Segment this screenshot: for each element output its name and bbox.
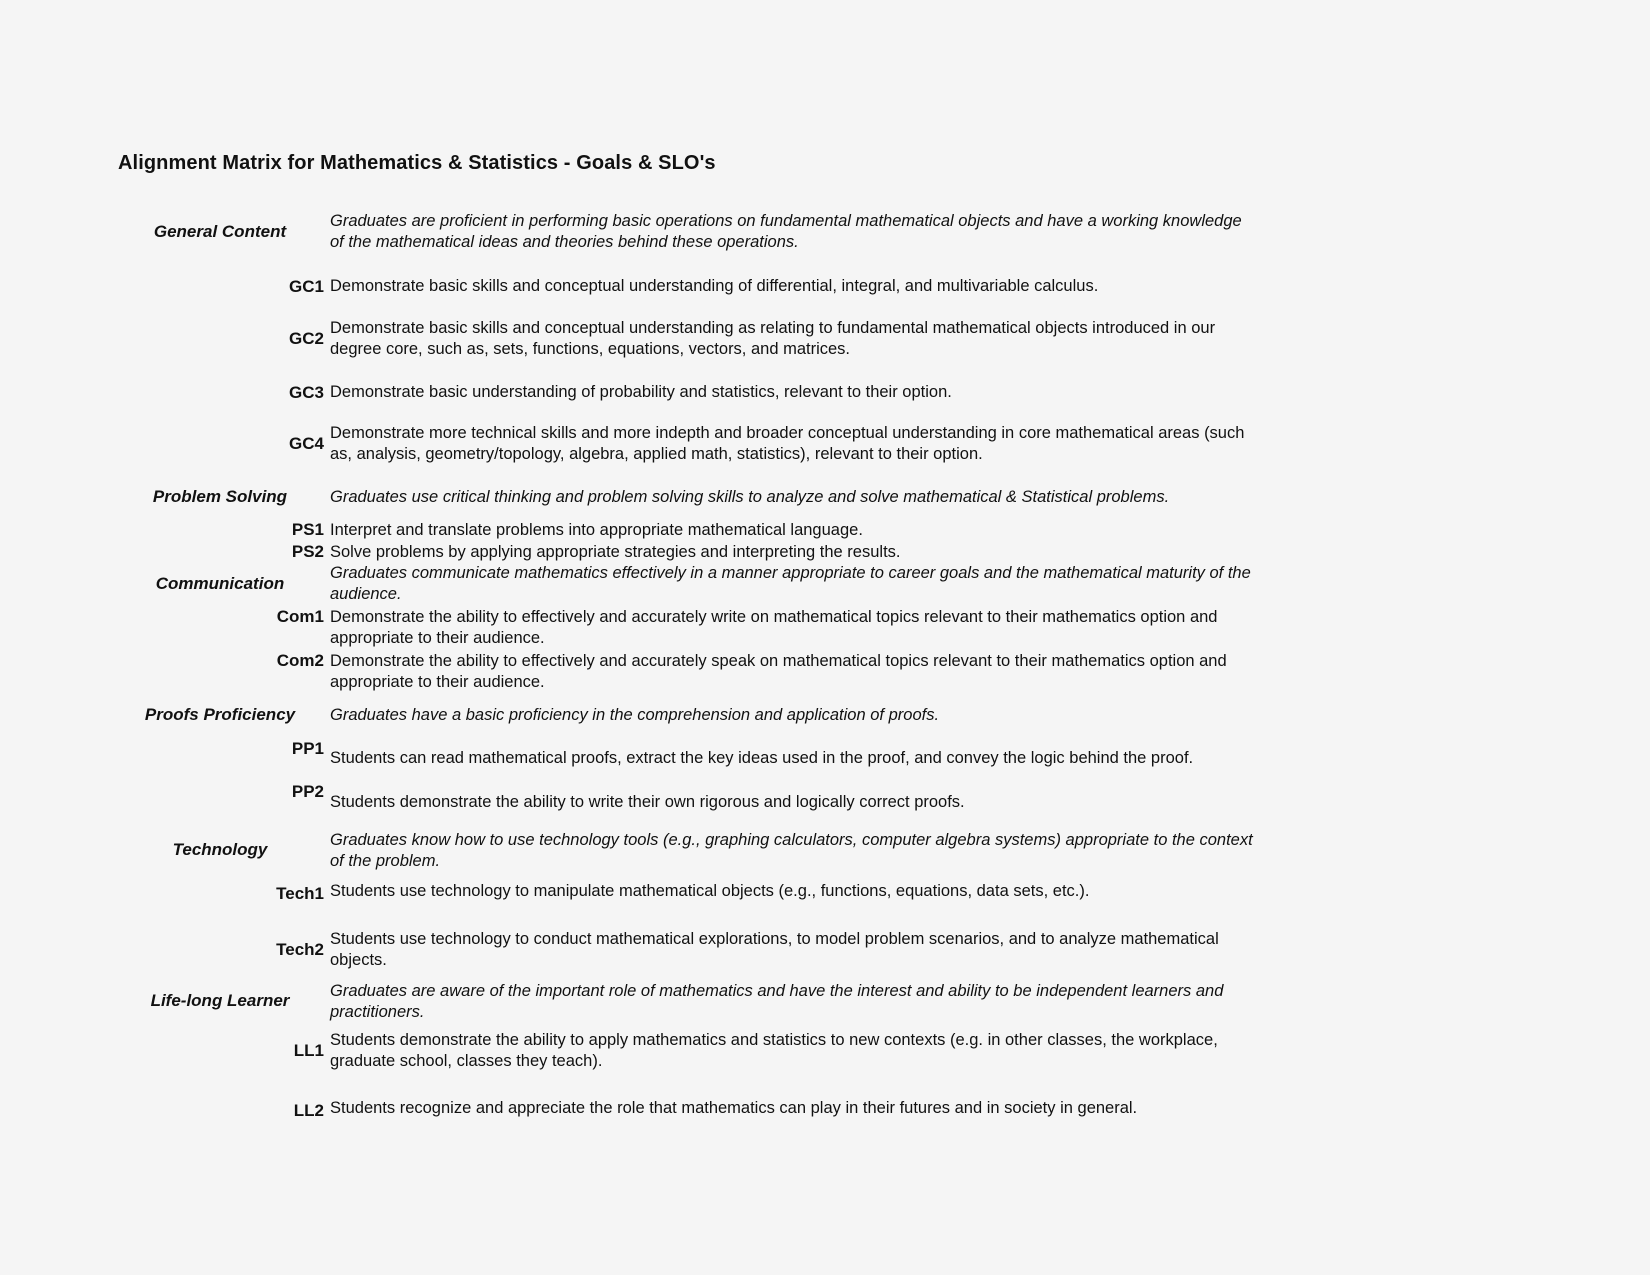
slo-code-ps2: PS2 — [291, 542, 324, 561]
goal-text-general-content: Graduates are proficient in performing basic operations on fundamental mathematical objects and have a working knowledge of the mathematical ideas and theories behind these operations. — [330, 212, 1242, 251]
slo-code-com2: Com2 — [276, 651, 324, 670]
slo-text-gc4: Demonstrate more technical skills and more indepth and broader conceptual understanding in core mathematical areas (such as, analysis, geometry/topology, algebra, applied math, statistics), relevant to their option. — [330, 424, 1245, 463]
goal-label-general-content: General Content — [153, 222, 287, 241]
goal-text-communication: Graduates communicate mathematics effectively in a manner appropriate to career goals and the mathematical maturity of the audience. — [330, 564, 1251, 603]
slo-text-gc1: Demonstrate basic skills and conceptual understanding of differential, integral, and multivariable calculus. — [330, 277, 1099, 295]
slo-text-ll1: Students demonstrate the ability to apply mathematics and statistics to new contexts (e.g. in other classes, the workplace, graduate school, classes they teach). — [330, 1031, 1218, 1070]
slo-text-ps1: Interpret and translate problems into appropriate mathematical language. — [330, 521, 863, 539]
slo-code-tech2: Tech2 — [276, 940, 324, 959]
slo-code-ll1: LL1 — [293, 1041, 324, 1060]
goal-text-technology: Graduates know how to use technology tools (e.g., graphing calculators, computer algebra systems) appropriate to the context of the problem. — [330, 831, 1253, 870]
slo-text-ll2: Students recognize and appreciate the role that mathematics can play in their futures and in society in general. — [330, 1099, 1138, 1117]
slo-text-pp2: Students demonstrate the ability to write their own rigorous and logically correct proofs. — [330, 793, 965, 811]
page-title: Alignment Matrix for Mathematics & Statistics - Goals & SLO's — [118, 152, 716, 174]
slo-text-gc2: Demonstrate basic skills and conceptual understanding as relating to fundamental mathematical objects introduced in our degree core, such as, sets, functions, equations, vectors, and matrices. — [330, 319, 1216, 358]
goal-label-proofs-proficiency: Proofs Proficiency — [144, 705, 296, 724]
slo-text-com1: Demonstrate the ability to effectively and accurately write on mathematical topics relevant to their mathematics option and appropriate to their audience. — [330, 608, 1218, 647]
goal-label-communication: Communication — [155, 574, 285, 593]
goal-text-problem-solving: Graduates use critical thinking and problem solving skills to analyze and solve mathematical & Statistical problems. — [330, 488, 1170, 506]
slo-text-com2: Demonstrate the ability to effectively and accurately speak on mathematical topics relevant to their mathematics option and appropriate to their audience. — [330, 652, 1227, 691]
slo-code-gc3: GC3 — [289, 383, 324, 402]
slo-code-gc2: GC2 — [289, 329, 324, 348]
goal-label-life-long-learner: Life-long Learner — [150, 991, 290, 1010]
slo-text-pp1: Students can read mathematical proofs, extract the key ideas used in the proof, and convey the logic behind the proof. — [330, 749, 1194, 767]
slo-code-tech1: Tech1 — [276, 884, 324, 903]
slo-code-pp2: PP2 — [291, 782, 324, 801]
goal-text-proofs-proficiency: Graduates have a basic proficiency in the comprehension and application of proofs. — [330, 706, 940, 724]
slo-code-ps1: PS1 — [291, 520, 324, 539]
slo-text-tech1: Students use technology to manipulate mathematical objects (e.g., functions, equations, data sets, etc.). — [330, 882, 1090, 900]
slo-code-pp1: PP1 — [291, 739, 324, 758]
goal-label-technology: Technology — [172, 840, 268, 859]
slo-code-com1: Com1 — [276, 607, 324, 626]
goal-text-life-long-learner: Graduates are aware of the important role of mathematics and have the interest and ability to be independent learners and practitioners. — [330, 982, 1224, 1021]
slo-code-gc4: GC4 — [289, 434, 324, 453]
slo-text-ps2: Solve problems by applying appropriate strategies and interpreting the results. — [330, 543, 901, 561]
slo-text-tech2: Students use technology to conduct mathematical explorations, to model problem scenarios, and to analyze mathematical objects. — [330, 930, 1219, 969]
slo-text-gc3: Demonstrate basic understanding of probability and statistics, relevant to their option. — [330, 383, 952, 401]
slo-code-ll2: LL2 — [293, 1101, 324, 1120]
slo-code-gc1: GC1 — [289, 277, 324, 296]
goal-label-problem-solving: Problem Solving — [152, 487, 288, 506]
